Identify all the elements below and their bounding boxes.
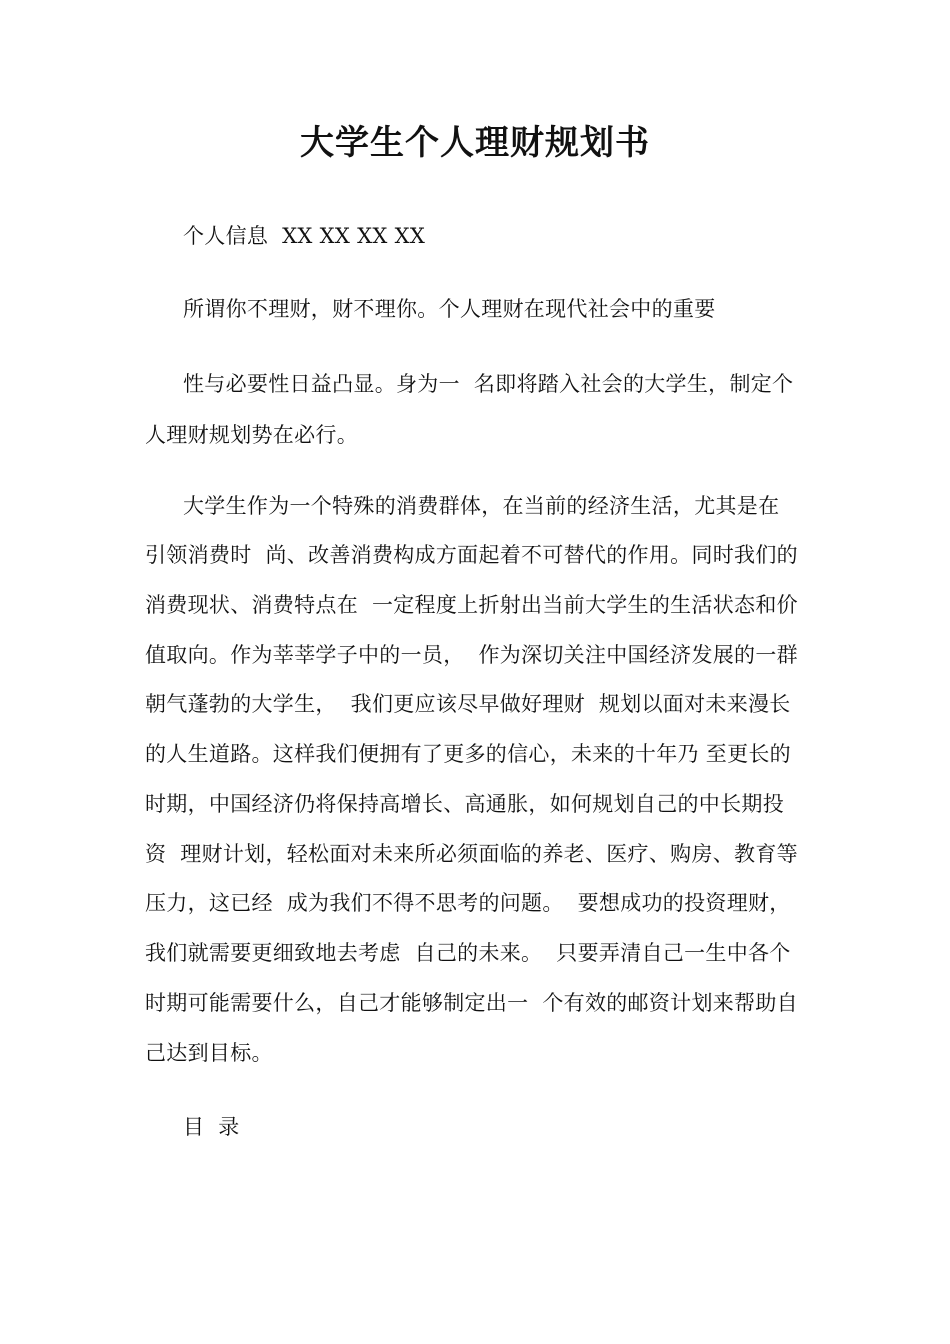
intro-paragraph-line: 人理财规划势在必行。 [145,423,358,447]
toc-heading: 目 录 [183,1115,240,1139]
body-paragraph-line: 值取向。作为莘莘学子中的一员， 作为深切关注中国经济发展的一群 [145,643,798,667]
intro-line: 所谓你不理财，财不理你。个人理财在现代社会中的重要 [183,297,716,321]
body-paragraph-line: 时期，中国经济仍将保持高增长、高通胀，如何规划自己的中长期投 [145,792,784,816]
body-paragraph-line: 的人生道路。这样我们便拥有了更多的信心，未来的十年乃 至更长的 [145,742,791,766]
body-paragraph-line: 朝气蓬勃的大学生， 我们更应该尽早做好理财 规划以面对未来漫长 [145,692,791,716]
body-paragraph-line: 资 理财计划，轻松面对未来所必须面临的养老、医疗、购房、教育等 [145,842,798,866]
personal-info-line: 个人信息 XX XX XX XX [183,224,426,248]
body-paragraph-line: 我们就需要更细致地去考虑 自己的未来。 只要弄清自己一生中各个 [145,941,791,965]
body-paragraph-line: 时期可能需要什么，自己才能够制定出一 个有效的邮资计划来帮助自 [145,991,798,1015]
body-paragraph-line: 引领消费时 尚、改善消费构成方面起着不可替代的作用。同时我们的 [145,543,798,567]
body-paragraph-line: 己达到目标。 [145,1041,273,1065]
body-paragraph-line: 压力，这已经 成为我们不得不思考的问题。 要想成功的投资理财， [145,891,791,915]
document-title: 大学生个人理财规划书 [300,123,650,163]
body-paragraph-line: 大学生作为一个特殊的消费群体，在当前的经济生活，尤其是在 [183,494,780,518]
body-paragraph-line: 消费现状、消费特点在 一定程度上折射出当前大学生的生活状态和价 [145,593,798,617]
intro-paragraph-line: 性与必要性日益凸显。身为一 名即将踏入社会的大学生，制定个 [183,372,794,396]
